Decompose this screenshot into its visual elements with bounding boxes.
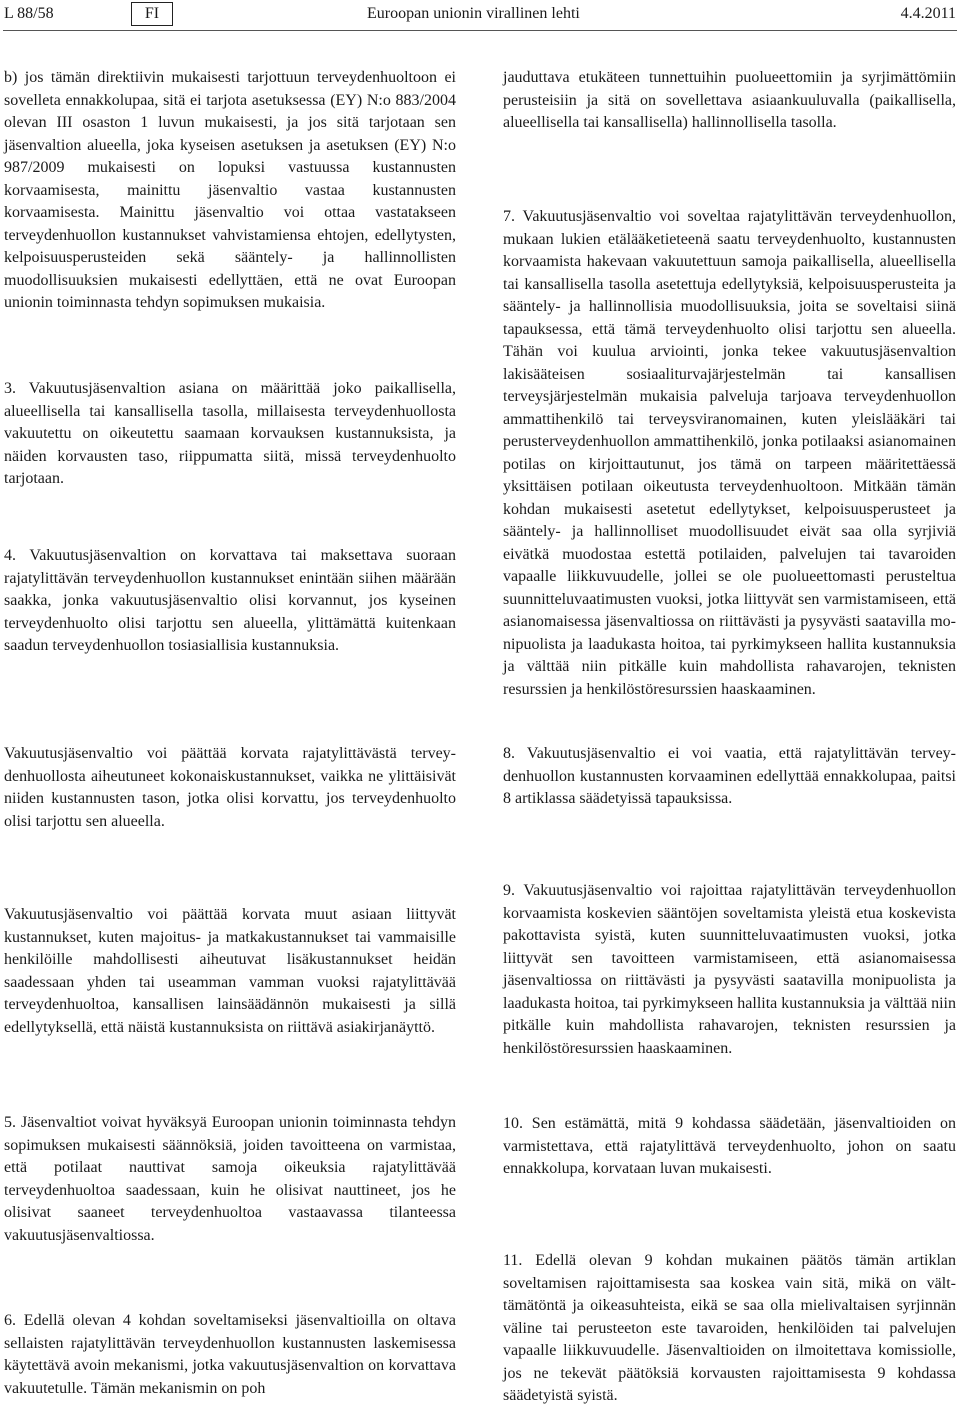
header-divider	[3, 30, 957, 31]
page-header	[0, 0, 960, 28]
paragraph-2b: b) jos tämän direktiivin mukaisesti tarjottuun terveydenhuoltoon ei sovelleta ennakkolupaa, sitä ei tarjota asetuksessa (EY) N:o 883/2004 olevan III osaston 1 luvun mukaisesti, ja jos sitä tarjotaan sen jäsenvaltion alueella, joka kyseisen asetuksen ja asetuksen (EY) N:o 987/2009 mukaisesti on lopuksi vastuussa kustannusten korvaamisesta, mainittu jäsenvaltio vastaa kustannusten korvaamisesta. Mainittu jäsenvaltio voi ottaa vastatakseen terveydenhuollon kustannukset vahvistamiensa ehtojen, edellytysten, kelpoisuusperusteiden sekä sääntely- ja hallinnollisten muodollisuuksien mukaisesti edellyttäen, että ne ovat Euroopan unionin toiminnasta tehdyn sopimuksen mukaisia.	[4, 69, 456, 311]
paragraph-9: 9. Vakuutusjäsenvaltio voi rajoittaa rajatylittävän terveydenhuollon korvaamista koskevien sääntöjen soveltamista yleistä etua koskevista pakottavista syistä, kuten suunnitteluvaatimusten vuoksi, jotka liittyvät sen tavoitteen varmistamiseen, että asianomaisessa jäsenvaltiossa on riittävästi ja pysyvästi saatavilla monipuolista ja laadukasta hoitoa, tai pyrkimykseen hallita kustannuksia ja välttää niin pitkälle kuin mahdollista rahavarojen, teknisten resurssien ja henkilöstöresurssien haaskaaminen.	[503, 882, 956, 1057]
paragraph-6-continued: jauduttava etukäteen tunnettuihin puolueettomiin ja syrjimättömiin perusteisiin ja sitä on sovellettava asiaankuuluvalla (paikallisella, alueellisella tai kansallisella) hallinnollisella tasolla.	[503, 69, 956, 131]
paragraph-7: 7. Vakuutusjäsenvaltio voi soveltaa rajatylittävän terveydenhuollon, mukaan lukien etälääketieteenä saatu terveydenhuolto, kustannusten korvaamista hakevaan vakuutettuun samoja paikallisella, alueellisella tai kansallisella tasolla asetettuja edellytyksiä, kelpoisuusperusteita ja sääntely- ja hallinnollisia muodollisuuksia, joita se soveltaisi siinä tapauksessa, että tämä terveydenhuolto olisi tarjottu sen alueella. Tähän voi kuulua arviointi, jonka tekee vakuutusjäsenvaltion lakisääteisen sosiaaliturvajärjestelmän tai kansallisen terveysjärjestelmän mukaisia palveluja tarjoava terveydenhuollon ammattihenkilö tai terveysviranomainen, kuten yleislääkäri tai perusterveydenhuollon ammattihenkilö, jonka potilaaksi asianomainen potilas on kirjoittautunut, jos tämä on tarpeen määritettäessä yksittäisen potilaan oikeutusta terveydenhuoltoon. Mitkään tämän kohdan mukaisesti asetetut edellytykset, kelpoisuusperusteet ja sääntely- ja hallinnolliset muodollisuudet eivät saa olla syrjiviä eivätkä muodostaa estettä potilaiden, palvelujen tai tavaroiden vapaalle liikkuvuudelle, jollei se ole puolueettomasti perusteltua suunnitteluvaatimusten vuoksi, jotka liittyvät sen varmistamiseen, että asianomaisessa jäsenvaltiossa on riittävästi ja pysyvästi saatavilla monipuolista ja laadukasta hoitoa, tai pyrkimykseen hallita kustannuksia ja välttää niin pitkälle kuin mahdollista rahavarojen, teknisten resurssien ja henkilöstöresurssien haaskaaminen.	[503, 208, 956, 698]
page-number: L 88/58	[4, 5, 54, 22]
language-badge: FI	[131, 2, 173, 26]
paragraph-3: 3. Vakuutusjäsenvaltion asiana on määrittää joko paikallisella, alueellisella tai kansallisella tasolla, millaisesta terveydenhuollosta vakuutettu on oikeutettu saamaan korvauksen kustannuksista, ja näiden korvausten taso, riippumatta siitä, missä terveydenhuolto tarjotaan.	[4, 380, 456, 487]
publication-date: 4.4.2011	[900, 5, 956, 22]
paragraph-8: 8. Vakuutusjäsenvaltio ei voi vaatia, että rajatylittävän terveydenhuollon kustannusten korvaaminen edellyttää ennakkolupaa, paitsi 8 artiklassa säädetyissä tapauksissa.	[503, 745, 956, 807]
paragraph-10: 10. Sen estämättä, mitä 9 kohdassa säädetään, jäsenvaltioiden on varmistettava, että rajatylittävä terveydenhuolto, johon on saatu ennakkolupa, korvataan luvan mukaisesti.	[503, 1115, 956, 1177]
paragraph-4-subparagraph-2: Vakuutusjäsenvaltio voi päättää korvata rajatylittävästä terveydenhuollosta aiheutuneet kokonaiskustannukset, vaikka ne ylittäisivät niiden kustannusten tason, jotka olisi korvattu, jos terveydenhuolto olisi tarjottu sen alueella.	[4, 745, 456, 830]
paragraph-4: 4. Vakuutusjäsenvaltion on korvattava tai maksettava suoraan rajatylittävän terveydenhuollon kustannukset enintään siihen määrään saakka, jonka vakuutusjäsenvaltio olisi korvannut, jos kyseinen terveydenhuolto olisi tarjottu sen alueella, ylittämättä kuitenkaan saadun terveydenhuollon tosiasiallisia kustannuksia.	[4, 547, 456, 654]
paragraph-11: 11. Edellä olevan 9 kohdan mukainen päätös tämän artiklan soveltamisen rajoittamisesta saa koskea vain sitä, mikä on välttämätöntä ja oikeasuhteista, eikä se saa olla mielivaltaisen syrjinnän väline tai perusteeton este tavaroiden, henkilöiden tai palvelujen vapaalle liikkuvuudelle. Jäsenvaltioiden on ilmoitettava komissiolle, jos ne tekevät päätöksiä korvausten rajoittamisesta 9 kohdassa säädetyistä syistä.	[503, 1252, 956, 1404]
paragraph-6: 6. Edellä olevan 4 kohdan soveltamiseksi jäsenvaltioilla on oltava sellaisten rajatylittävän terveydenhuollon kustannusten laskemisessa käytettävä avoin mekanismi, jotka vakuutusjäsenvaltion on korvattava vakuutetulle. Tämän mekanismin on poh	[4, 1312, 456, 1397]
paragraph-4-subparagraph-3: Vakuutusjäsenvaltio voi päättää korvata muut asiaan liittyvät kustannukset, kuten majoitus- ja matkakustannukset tai vammaisille henkilöille mahdollisesti aiheutuvat lisäkustannukset heidän saadessaan yhden tai useamman vamman vuoksi rajatylittävää terveydenhuoltoa, kansallisen lainsäädännön mukaisesti ja sillä edellytyksellä, että näistä kustannuksista on riittävä asiakirjanäyttö.	[4, 906, 456, 1036]
journal-title: Euroopan unionin virallinen lehti	[367, 5, 580, 22]
paragraph-5: 5. Jäsenvaltiot voivat hyväksyä Euroopan unionin toiminnasta tehdyn sopimuksen mukaisesti säännöksiä, joiden tavoitteena on varmistaa, että potilaat nauttivat samoja oikeuksia rajatylittävää terveydenhuoltoa saadessaan, kuin he olisivat nauttineet, jos he olisivat saaneet terveydenhuoltoa vastaavassa tilanteessa vakuutusjäsenvaltiossa.	[4, 1114, 456, 1244]
